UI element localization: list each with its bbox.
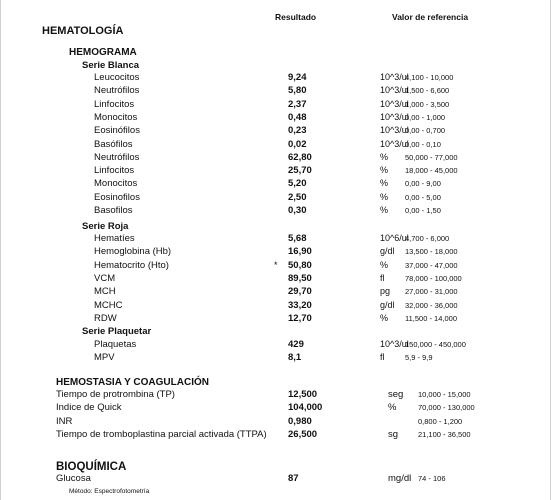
reference-range: 0,800 - 1,200 <box>418 416 463 426</box>
result-row <box>0 286 552 299</box>
result-row <box>0 85 552 98</box>
test-name: Neutrófilos <box>94 151 140 163</box>
result-value: 429 <box>288 339 304 350</box>
test-name: Plaquetas <box>94 339 137 350</box>
result-value: 25,70 <box>288 165 312 177</box>
result-value: 0,48 <box>288 111 307 123</box>
section-title-hematologia: HEMATOLOGÍA <box>42 25 124 37</box>
reference-range: 4,100 - 10,000 <box>405 73 454 82</box>
test-name: Indice de Quick <box>56 402 122 414</box>
unit: % <box>380 191 389 202</box>
result-value: 2,37 <box>288 98 307 110</box>
method-note: Método: Espectrofotometría <box>69 488 150 495</box>
reference-range: 1,000 - 3,500 <box>405 99 450 109</box>
reference-range: 37,000 - 47,000 <box>405 260 458 270</box>
unit: 10^3/ul <box>380 339 409 349</box>
reference-range: 18,000 - 45,000 <box>405 166 458 176</box>
test-name: Eosinofilos <box>94 191 140 203</box>
unit: fl <box>380 272 385 283</box>
result-value: 33,20 <box>288 299 312 311</box>
result-row <box>0 402 552 415</box>
test-name: MCH <box>94 286 116 298</box>
unit: % <box>380 259 389 270</box>
test-name: Leucocitos <box>94 72 140 83</box>
result-value: 5,20 <box>288 178 307 190</box>
unit: % <box>380 205 389 215</box>
result-row <box>0 273 552 286</box>
unit: 10^3/ul <box>380 138 409 149</box>
unit: pg <box>380 286 391 297</box>
test-name: Tiempo de protrombina (TP) <box>56 389 175 400</box>
result-value: 104,000 <box>288 402 323 414</box>
reference-range: 0,00 - 1,000 <box>405 112 446 122</box>
test-name: MPV <box>94 352 115 364</box>
result-row <box>0 389 552 402</box>
column-header-result: Resultado <box>275 12 317 22</box>
result-value: 5,68 <box>288 233 307 244</box>
unit: 10^3/ul <box>380 125 409 136</box>
result-row <box>0 205 552 218</box>
test-name: Monocitos <box>94 111 138 123</box>
result-value: 0,980 <box>288 415 312 427</box>
unit: sg <box>388 428 399 440</box>
section-title-hemostasia: HEMOSTASIA Y COAGULACIÓN <box>56 377 209 388</box>
result-value: 0,30 <box>288 205 307 216</box>
reference-range: 4,700 - 6,000 <box>405 234 450 243</box>
result-value: 0,02 <box>288 138 307 150</box>
unit: g/dl <box>380 246 395 257</box>
reference-range: 27,000 - 31,000 <box>405 287 458 297</box>
result-value: 9,24 <box>288 72 307 83</box>
test-name: Basófilos <box>94 138 133 150</box>
result-row <box>0 125 552 138</box>
test-name: Glucosa <box>56 473 91 484</box>
test-name: Linfocitos <box>94 165 135 177</box>
result-row <box>0 152 552 165</box>
group-title-serie-blanca: Serie Blanca <box>82 60 140 71</box>
unit: % <box>380 165 389 176</box>
flag-mark: * <box>274 259 278 270</box>
reference-range: 74 - 106 <box>418 474 446 483</box>
unit: g/dl <box>380 299 395 310</box>
reference-range: 78,000 - 100,000 <box>405 273 462 283</box>
result-value: 26,500 <box>288 428 318 440</box>
unit: fl <box>380 352 385 363</box>
result-row <box>0 165 552 178</box>
group-title-serie-roja: Serie Roja <box>82 221 129 232</box>
column-header-reference: Valor de referencia <box>392 12 469 22</box>
unit: mg/dl <box>388 473 412 484</box>
result-row <box>0 339 552 352</box>
unit: % <box>380 151 389 162</box>
result-value: 62,80 <box>288 151 312 163</box>
test-name: Neutrófilos <box>94 85 140 97</box>
result-value: 8,1 <box>288 352 302 364</box>
reference-range: 0,00 - 1,50 <box>405 206 441 215</box>
test-name: Hemoglobina (Hb) <box>94 246 172 258</box>
unit: 10^6/ul <box>380 233 409 243</box>
test-name: Basofilos <box>94 205 133 216</box>
reference-range: 0,00 - 0,10 <box>405 139 441 149</box>
result-value: 12,500 <box>288 389 318 400</box>
result-value: 2,50 <box>288 191 307 203</box>
result-row <box>0 233 552 246</box>
unit: seg <box>388 389 404 400</box>
result-row <box>0 112 552 125</box>
reference-range: 0,00 - 9,00 <box>405 179 441 189</box>
reference-range: 11,500 - 14,000 <box>405 313 457 323</box>
result-value: 5,80 <box>288 85 307 97</box>
result-row <box>0 473 552 486</box>
result-row <box>0 313 552 326</box>
group-title-serie-plaquetar: Serie Plaquetar <box>82 326 152 337</box>
result-row <box>0 429 552 442</box>
reference-range: 21,100 - 36,500 <box>418 429 471 439</box>
section-title-bioquimica: BIOQUÍMICA <box>56 461 127 473</box>
result-row <box>0 300 552 313</box>
reference-range: 0,00 - 5,00 <box>405 192 441 202</box>
unit: 10^3/ul <box>380 98 409 109</box>
subsection-title-hemograma: HEMOGRAMA <box>69 47 137 58</box>
unit: % <box>380 178 389 189</box>
unit: 10^3/ul <box>380 85 409 96</box>
unit: 10^3/ul <box>380 72 409 82</box>
reference-range: 1,500 - 6,600 <box>405 86 450 96</box>
result-row <box>0 192 552 205</box>
result-value: 12,70 <box>288 312 312 324</box>
result-row <box>0 352 552 365</box>
reference-range: 5,9 - 9,9 <box>405 353 433 363</box>
result-value: 16,90 <box>288 246 312 258</box>
reference-range: 0,00 - 0,700 <box>405 126 446 136</box>
test-name: INR <box>56 415 73 427</box>
test-name: VCM <box>94 272 116 284</box>
result-value: 29,70 <box>288 286 312 298</box>
result-value: 0,23 <box>288 125 307 137</box>
result-value: 87 <box>288 473 299 484</box>
unit: % <box>388 402 397 414</box>
reference-range: 50,000 - 77,000 <box>405 152 458 162</box>
reference-range: 13,500 - 18,000 <box>405 247 458 257</box>
unit: 10^3/ul <box>380 111 409 122</box>
reference-range: 32,000 - 36,000 <box>405 300 458 310</box>
test-name: Eosinófilos <box>94 125 140 137</box>
reference-range: 70,000 - 130,000 <box>418 403 475 413</box>
test-name: Hematíes <box>94 233 135 244</box>
test-name: MCHC <box>94 299 123 311</box>
result-value: 50,80 <box>288 259 312 271</box>
result-row <box>0 178 552 191</box>
result-row <box>0 139 552 152</box>
test-name: Hematocrito (Hto) <box>94 259 169 271</box>
result-value: 89,50 <box>288 272 312 284</box>
result-row <box>0 72 552 85</box>
reference-range: 150,000 - 450,000 <box>405 340 466 349</box>
result-row <box>0 260 552 273</box>
result-row <box>0 416 552 429</box>
result-row <box>0 246 552 259</box>
test-name: Linfocitos <box>94 98 135 110</box>
test-name: Tiempo de tromboplastina parcial activada (TTPA) <box>56 428 267 440</box>
reference-range: 10,000 - 15,000 <box>418 390 471 399</box>
result-row <box>0 99 552 112</box>
test-name: RDW <box>94 312 117 324</box>
unit: % <box>380 312 389 323</box>
test-name: Monocitos <box>94 178 138 190</box>
